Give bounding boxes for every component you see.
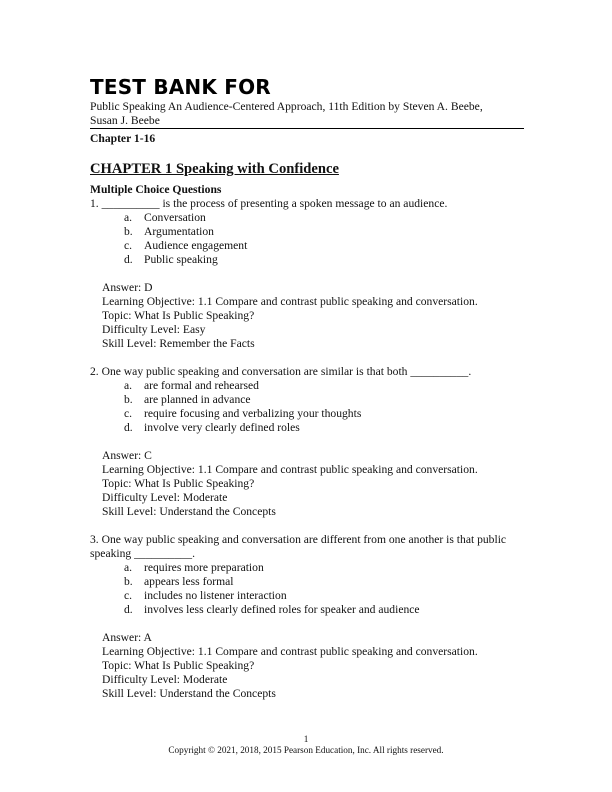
question-list [90, 197, 530, 701]
choice-letter: b. [124, 393, 133, 406]
learning-objective: Learning Objective: 1.1 Compare and contrast public speaking and conversation. [102, 295, 478, 308]
answer-choice [90, 253, 530, 267]
topic-label: Topic: What Is Public Speaking? [102, 309, 255, 322]
question-stem [90, 197, 530, 211]
answer-choice [90, 211, 530, 225]
choice-letter: b. [124, 575, 133, 588]
learning-objective: Learning Objective: 1.1 Compare and contrast public speaking and conversation. [102, 463, 478, 476]
topic-label: Topic: What Is Public Speaking? [102, 659, 255, 672]
choice-text: Conversation [144, 211, 206, 224]
document-body [90, 160, 530, 715]
question-item [90, 365, 530, 519]
choice-text: requires more preparation [144, 561, 264, 574]
question-stem-line: speaking __________. [90, 547, 195, 560]
subtitle-line: Public Speaking An Audience-Centered Approach, 11th Edition by Steven A. Beebe, [90, 100, 483, 113]
choice-letter: c. [124, 407, 133, 420]
choice-letter: b. [124, 225, 133, 238]
answer-choices [90, 211, 530, 267]
answer-choice [90, 239, 530, 253]
answer-key: Answer: C [102, 449, 152, 462]
answer-choice [90, 379, 530, 393]
answer-choice [90, 589, 530, 603]
question-stem-line: 2. One way public speaking and conversation are similar is that both __________. [90, 365, 472, 378]
learning-objective: Learning Objective: 1.1 Compare and contrast public speaking and conversation. [102, 645, 478, 658]
skill-level: Skill Level: Understand the Concepts [102, 505, 276, 518]
answer-choice [90, 393, 530, 407]
chapter-heading: CHAPTER 1 Speaking with Confidence [90, 161, 339, 177]
choice-text: involve very clearly defined roles [144, 421, 300, 434]
question-metadata [90, 449, 530, 519]
choice-letter: c. [124, 589, 133, 602]
answer-choice [90, 421, 530, 435]
topic-label: Topic: What Is Public Speaking? [102, 477, 255, 490]
choice-letter: d. [124, 603, 133, 616]
answer-choice [90, 603, 530, 617]
answer-choices [90, 561, 530, 617]
difficulty-level: Difficulty Level: Easy [102, 323, 206, 336]
header-divider [90, 128, 524, 129]
choice-letter: c. [124, 239, 133, 252]
choice-text: require focusing and verbalizing your thoughts [144, 407, 362, 420]
question-stem-line: 1. __________ is the process of presenting a spoken message to an audience. [90, 197, 448, 210]
page-number: 1 [303, 734, 309, 744]
section-heading: Multiple Choice Questions [90, 183, 222, 196]
page-footer [0, 734, 612, 756]
choice-text: Audience engagement [144, 239, 248, 252]
question-stem-line: 3. One way public speaking and conversation are different from one another is that public [90, 533, 507, 546]
question-stem [90, 365, 530, 379]
answer-choice [90, 225, 530, 239]
document-subtitle [90, 100, 524, 127]
answer-choices [90, 379, 530, 435]
question-metadata [90, 281, 530, 351]
choice-text: Argumentation [144, 225, 214, 238]
choice-text: Public speaking [144, 253, 218, 266]
choice-text: appears less formal [144, 575, 234, 588]
choice-text: are formal and rehearsed [144, 379, 259, 392]
copyright-notice: Copyright © 2021, 2018, 2015 Pearson Education, Inc. All rights reserved. [168, 745, 444, 755]
choice-text: involves less clearly defined roles for speaker and audience [144, 603, 420, 616]
choice-text: includes no listener interaction [144, 589, 287, 602]
document-header [90, 76, 524, 146]
question-item [90, 533, 530, 701]
choice-letter: d. [124, 253, 133, 266]
answer-choice [90, 407, 530, 421]
answer-key: Answer: A [102, 631, 152, 644]
question-item [90, 197, 530, 351]
chapter-range: Chapter 1-16 [90, 132, 156, 145]
skill-level: Skill Level: Understand the Concepts [102, 687, 276, 700]
choice-letter: a. [124, 211, 133, 224]
choice-letter: a. [124, 561, 133, 574]
answer-choice [90, 575, 530, 589]
choice-letter: d. [124, 421, 133, 434]
question-stem [90, 533, 530, 561]
subtitle-line: Susan J. Beebe [90, 113, 160, 127]
difficulty-level: Difficulty Level: Moderate [102, 673, 228, 686]
document-title: TEST BANK FOR [90, 75, 271, 99]
choice-letter: a. [124, 379, 133, 392]
difficulty-level: Difficulty Level: Moderate [102, 491, 228, 504]
answer-choice [90, 561, 530, 575]
skill-level: Skill Level: Remember the Facts [102, 337, 255, 350]
choice-text: are planned in advance [144, 393, 251, 406]
answer-key: Answer: D [102, 281, 153, 294]
question-metadata [90, 631, 530, 701]
